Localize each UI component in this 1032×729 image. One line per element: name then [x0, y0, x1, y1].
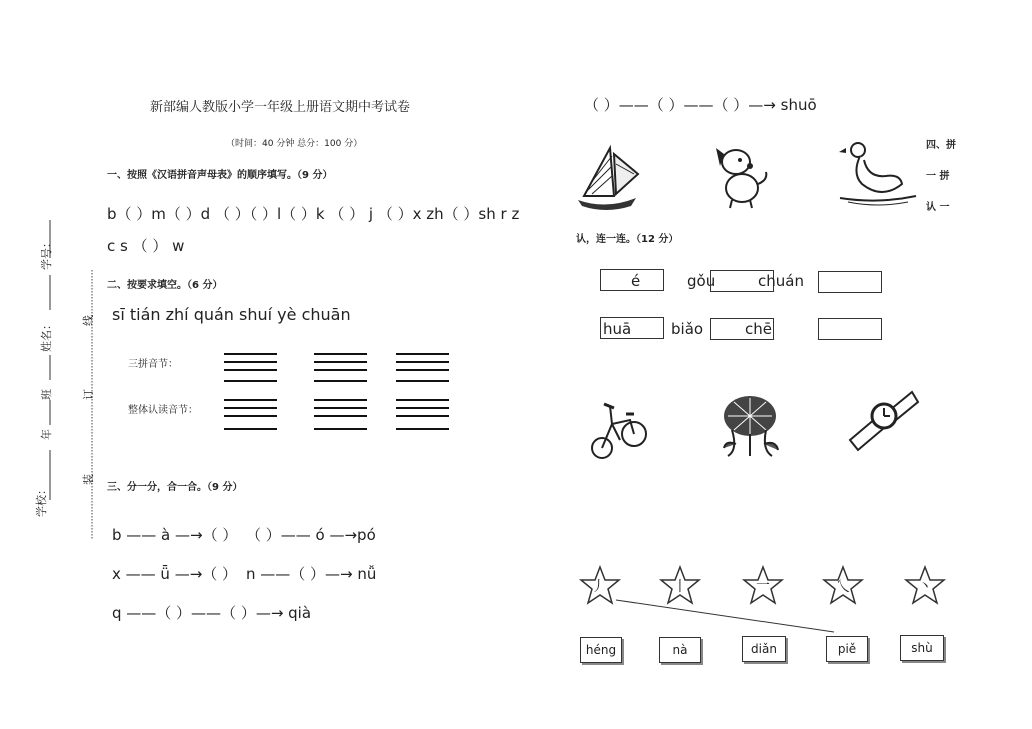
- pinyin-box-empty2[interactable]: [818, 318, 882, 340]
- section4-heading-v2: 一 拼: [926, 171, 950, 182]
- pinyin-box-hua[interactable]: huā: [600, 317, 664, 339]
- section3-row2a: x —— ǖ —→（ ）: [112, 565, 238, 583]
- pinyin-text-biao: biǎo: [671, 320, 704, 338]
- tag-heng[interactable]: héng: [580, 637, 622, 663]
- sidebar-school: 学校：: [35, 484, 48, 517]
- tag-shu[interactable]: shù: [900, 635, 944, 661]
- sidebar-class: 班: [40, 389, 53, 400]
- bicycle-picture: [590, 398, 650, 462]
- section3-row2b: n ——（ ）—→ nǚ: [246, 565, 377, 583]
- section4-heading-v3: 认 一: [926, 202, 950, 213]
- stroke-char-4: 乀: [836, 579, 850, 595]
- watch-picture: [846, 388, 918, 452]
- binding-xian: 线: [82, 315, 95, 326]
- section1-heading: 一、按照《汉语拼音声母表》的顺序填写。（9 分）: [107, 170, 333, 181]
- label-sanpin: 三拼音节：: [128, 359, 178, 370]
- stroke-char-3: 一: [756, 578, 770, 594]
- tag-dian[interactable]: diǎn: [742, 636, 786, 662]
- chrysanthemum-picture: [718, 394, 784, 458]
- pinyin-text-gou: gǒu: [687, 272, 716, 290]
- binding-zhuang: 装: [82, 474, 95, 485]
- pinyin-text-che: chē: [745, 320, 772, 338]
- stroke-char-5: 丶: [918, 579, 932, 595]
- tag-pie[interactable]: piě: [826, 636, 868, 662]
- pinyin-box-e[interactable]: é: [600, 269, 664, 291]
- section1-row2: c s （ ） w: [107, 237, 185, 255]
- sidebar-grade: 年: [40, 429, 53, 440]
- exam-time-info: （时间：40 分钟 总分：100 分）: [226, 139, 363, 149]
- section3-heading: 三、分一分，合一合。（9 分）: [107, 482, 243, 493]
- section1-row1: b（ ）m（ ）d （ ）（ ）l（ ）k （ ） j （ ）x zh（ ）sh r z: [107, 205, 520, 223]
- sidebar-write-lines[interactable]: [42, 220, 62, 550]
- section2-heading: 二、按要求填空。（6 分）: [107, 280, 223, 291]
- sidebar-number: 学号：: [40, 237, 53, 270]
- section3-row1b: （ ）—— ó —→pó: [246, 526, 376, 544]
- section3-row4: （ ）——（ ）——（ ）—→ shuō: [584, 96, 817, 114]
- section4-heading-cont: 认，连一连。（12 分）: [576, 234, 679, 245]
- section2-syllables: sī tián zhí quán shuí yè chuān: [112, 305, 351, 324]
- tag-na[interactable]: nà: [659, 637, 701, 663]
- stroke-char-2: 丨: [673, 579, 687, 595]
- section3-row1a: b —— à —→（ ）: [112, 526, 238, 544]
- connect-line: [600, 596, 840, 636]
- pinyin-box-empty1[interactable]: [818, 271, 882, 293]
- section3-row3: q ——（ ）——（ ）—→ qià: [112, 604, 312, 622]
- page-title: 新部编人教版小学一年级上册语文期中考试卷: [150, 100, 411, 115]
- binding-dotted-line: [90, 270, 94, 540]
- stroke-char-1: 丿: [591, 579, 605, 595]
- section4-heading-v1: 四、拼: [926, 140, 956, 151]
- binding-ding: 订: [82, 389, 95, 400]
- goose-picture: [838, 140, 918, 206]
- pinyin-text-chuan: chuán: [758, 272, 804, 290]
- dog-picture: [710, 144, 772, 210]
- sidebar-name: 姓名：: [40, 319, 53, 352]
- sailboat-picture: [576, 144, 646, 210]
- label-zhengti: 整体认读音节：: [128, 405, 198, 416]
